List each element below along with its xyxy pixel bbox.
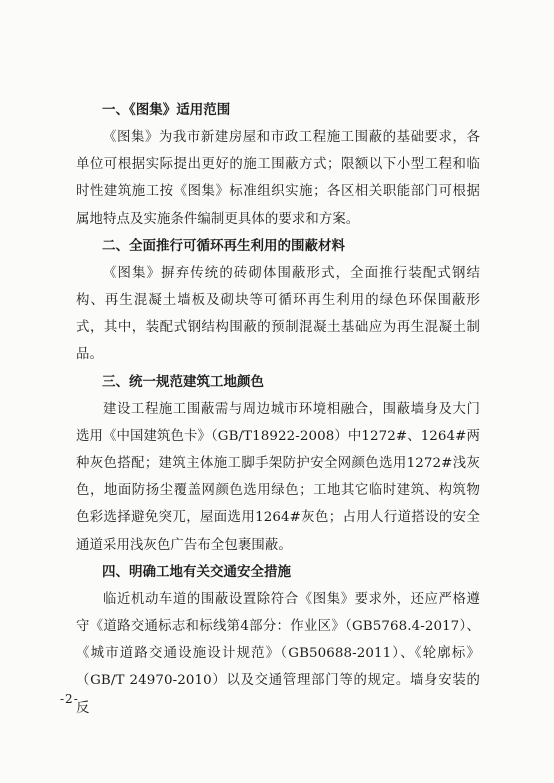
document-body xyxy=(76,97,480,722)
section-body-4: 临近机动车道的围蔽设置除符合《图集》要求外，还应严格遵守《道路交通标志和标线第4部分：作业区》（GB5768.4-2017）、《城市道路交通设施设计规范》（GB50688-2011）、《轮廓标》（GB/T 24970-2010）以及交通管理部门等的规定。墙身安装的反 xyxy=(76,591,480,716)
section-body-2: 《图集》摒弃传统的砖砌体围蔽形式，全面推行装配式钢结构、再生混凝土墙板及砌块等可循环再生利用的绿色环保围蔽形式，其中，装配式钢结构围蔽的预制混凝土基础应为再生混凝土制品。 xyxy=(76,265,480,363)
section-heading-1: 一、《图集》适用范围 xyxy=(102,102,231,118)
section-heading-4: 四、明确工地有关交通安全措施 xyxy=(102,563,291,580)
section-heading-2: 二、全面推行可循环再生利用的围蔽材料 xyxy=(102,237,345,254)
page-number: -2- xyxy=(60,692,79,706)
section-body-3: 建设工程施工围蔽需与周边城市环境相融合，围蔽墙身及大门选用《中国建筑色卡》（GB/T18922-2008）中1272#、1264#两种灰色搭配；建筑主体施工脚手架防护安全网颜色选用1272#浅灰色，地面防扬尘覆盖网颜色选用绿色；工地其它临时建筑、构筑物色彩选择避免突兀，屋面选用1264#灰色；占用人行道搭设的安全通道采用浅灰色广告布全包裹围蔽。 xyxy=(76,401,480,553)
section-heading-3: 三、统一规范建筑工地颜色 xyxy=(102,373,264,390)
section-body-1: 《图集》为我市新建房屋和市政工程施工围蔽的基础要求，各单位可根据实际提出更好的施工围蔽方式；限额以下小型工程和临时性建筑施工按《图集》标准组织实施；各区相关职能部门可根据属地特点及实施条件编制更具体的要求和方案。 xyxy=(76,130,480,227)
